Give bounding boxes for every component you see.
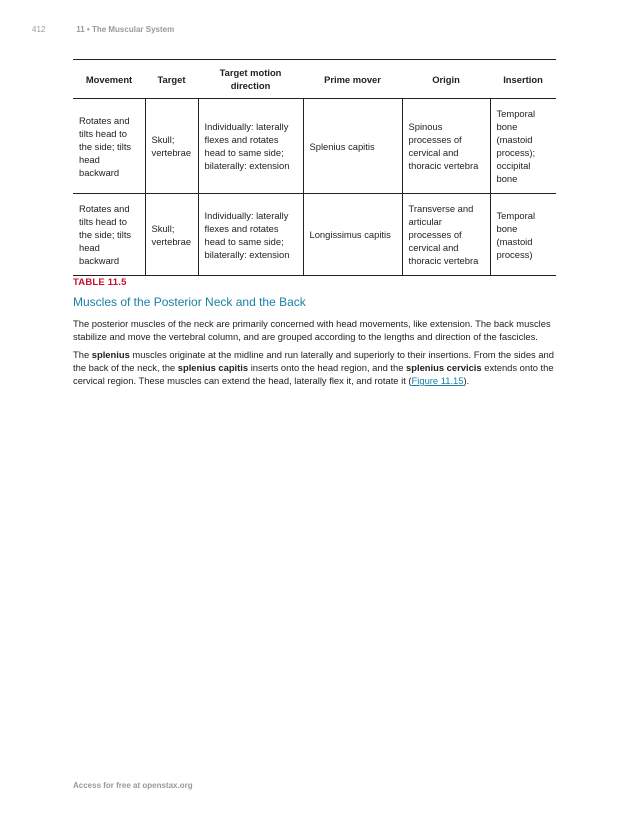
column-header: Target: [145, 60, 198, 99]
text-run: ).: [463, 375, 470, 386]
table-cell: Spinous processes of cervical and thoracic vertebra: [402, 99, 490, 194]
text-run: The: [73, 349, 92, 360]
page-footer: Access for free at openstax.org: [73, 781, 193, 790]
paragraph: The posterior muscles of the neck are primarily concerned with head movements, like extension. The back muscles stabilize and move the vertebral column, and are grouped according to the lengths and direction of the fascicles.: [73, 318, 551, 342]
section-heading: Muscles of the Posterior Neck and the Back: [73, 295, 306, 309]
column-header: Movement: [73, 60, 145, 99]
table-cell: Temporal bone (mastoid process); occipital bone: [490, 99, 556, 194]
bold-term: splenius capitis: [177, 362, 249, 373]
page-number: 412: [32, 25, 46, 34]
text-run: inserts onto the head region, and the: [248, 362, 407, 373]
bold-term: splenius: [91, 349, 130, 360]
table-header-row: [73, 60, 556, 99]
table-cell: Rotates and tilts head to the side; tilts head backward: [73, 194, 145, 276]
text-run: extends onto the cervical region. These muscles can extend the head, laterally flex it, and rotate it (: [73, 362, 554, 386]
table-cell: Individually: laterally flexes and rotates head to same side; bilaterally: extension: [198, 99, 303, 194]
page-header: [32, 25, 174, 34]
table-row: [73, 99, 556, 194]
chapter-title: 11 • The Muscular System: [76, 25, 175, 34]
column-header: Target motion direction: [198, 60, 303, 99]
muscle-table: [73, 59, 556, 276]
column-header: Origin: [402, 60, 490, 99]
column-header: Prime mover: [303, 60, 402, 99]
paragraph: [73, 348, 563, 387]
text-run: muscles originate at the midline and run laterally and superiorly to their insertions. From the sides and the back of the neck, the: [73, 349, 554, 373]
table-cell: Longissimus capitis: [303, 194, 402, 276]
bold-term: splenius cervicis: [406, 362, 482, 373]
table-row: [73, 194, 556, 276]
table-cell: Temporal bone (mastoid process): [490, 194, 556, 276]
table-caption: TABLE 11.5: [73, 277, 127, 288]
figure-link[interactable]: Figure 11.15: [411, 375, 464, 386]
column-header: Insertion: [490, 60, 556, 99]
table-cell: Rotates and tilts head to the side; tilts head backward: [73, 99, 145, 194]
table-cell: Splenius capitis: [303, 99, 402, 194]
table-cell: Individually: laterally flexes and rotates head to same side; bilaterally: extension: [198, 194, 303, 276]
table-cell: Skull; vertebrae: [145, 194, 198, 276]
table-cell: Transverse and articular processes of cervical and thoracic vertebra: [402, 194, 490, 276]
table-cell: Skull; vertebrae: [145, 99, 198, 194]
